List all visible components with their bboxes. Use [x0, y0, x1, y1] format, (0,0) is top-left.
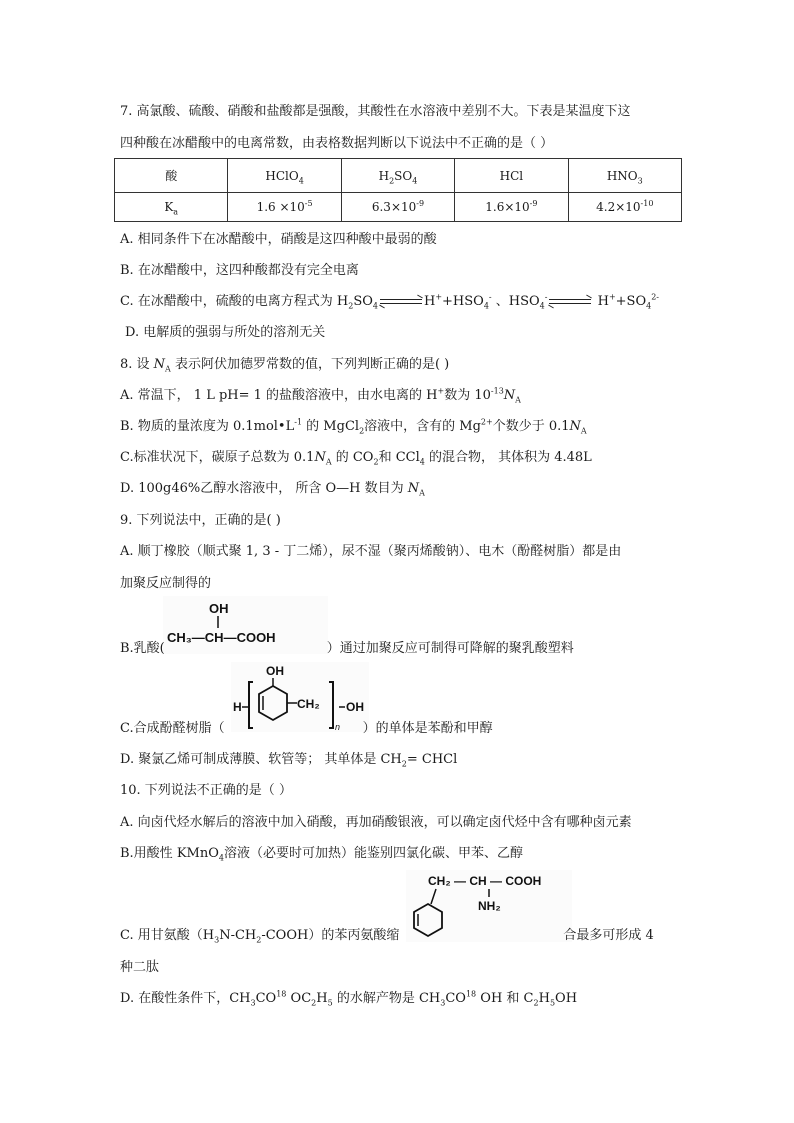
ka-acid-hclo4: HClO$_4$	[228, 159, 341, 193]
q7-stem-line1: 7. 高氯酸、硫酸、硝酸和盐酸都是强酸，其酸性在水溶液中差别不大。下表是某温度下这	[120, 104, 631, 119]
ka-acid-hno3: $HNO_3$	[568, 159, 681, 193]
q9-option-d: D. 聚氯乙烯可制成薄膜、软管等； 其单体是 $CH_2=$ CHCl	[120, 752, 458, 769]
q10-option-c-line2: 种二肽	[120, 960, 160, 975]
svg-text:OH: OH	[346, 700, 364, 714]
svg-text:OH: OH	[209, 601, 229, 616]
ka-row-label: $K_a$	[115, 193, 228, 222]
q8-stem: 8. 设 $N_A$ 表示阿伏加德罗常数的值，下列判断正确的是( )	[120, 357, 450, 374]
q10-option-c-line1: C. 用甘氨酸$(H_3N-CH_2-COOH)$的苯丙氨酸缩 合最多可形成 4	[120, 928, 654, 945]
ka-table-value-row	[115, 193, 682, 222]
q8-option-c: C.标准状况下，碳原子总数为 $0.1N_A$ 的 $CO_2$和 CCl$_4$ 的混合物， 其体积为 4.48L	[120, 450, 592, 467]
q10-option-b: B.用酸性 KMnO$_4$溶液（必要时可加热）能鉴别四氯化碳、甲苯、乙醇	[120, 846, 523, 863]
q7-option-b: B. 在冰醋酸中，这四种酸都没有完全电离	[120, 263, 359, 278]
ka-table	[114, 158, 682, 222]
ka-table-header-row	[115, 159, 682, 193]
q10-stem: 10. 下列说法不正确的是（ ）	[120, 783, 292, 798]
q7-option-a: A. 相同条件下在冰醋酸中，硝酸是这四种酸中最弱的酸	[120, 232, 437, 247]
q9-option-c: C.合成酚醛树脂（ ）的单体是苯酚和甲醇	[120, 721, 493, 736]
ka-value-hno3: $4.2\times 10^{-10}$	[568, 193, 681, 222]
ka-acid-h2so4: $H_2SO_4$	[341, 159, 454, 193]
q8-option-b: B. 物质的量浓度为 $0.1mol•L^{-1}$ 的 MgCl$_2$溶液中，含有的 $Mg^{2+}$个数少于 $0.1N_A$	[120, 417, 587, 436]
q10-option-d: D. 在酸性条件下，$CH_3CO^{18}$ $OC_2H_5$ 的水解产物是 $CH_3CO^{18}$ OH 和 $C_2H_5OH$	[120, 989, 578, 1008]
ka-value-h2so4: $6.3\times 10^{-9}$	[341, 193, 454, 222]
q10-option-a: A. 向卤代烃水解后的溶液中加入硝酸，再加硝酸银液，可以确定卤代烃中含有哪种卤元素	[120, 815, 632, 830]
ka-value-hcl: $1.6\times 10^{-9}$	[455, 193, 568, 222]
svg-text:CH₃—CH—COOH: CH₃—CH—COOH	[167, 630, 276, 645]
q9-stem: 9. 下列说法中，正确的是( )	[120, 513, 281, 528]
q8-option-a: A. 常温下， 1 L pH= 1 的盐酸溶液中，由水电离的 H+数为 $10^{-13}N_A$	[120, 386, 521, 405]
svg-text:NH₂: NH₂	[478, 899, 501, 913]
q7-option-c: C. 在冰醋酸中，硫酸的电离方程式为 $H_2SO_4$ $H^++HSO_4^-$ 、$HSO_4^-$ $H^++SO_4^{2-}$	[120, 292, 660, 311]
ka-value-hclo4: $1.6 \times 10^{-5}$	[228, 193, 341, 222]
q8-option-d: D. 100g46%乙醇水溶液中， 所含 O—H 数目为 $N_A$	[120, 481, 425, 498]
svg-text:n: n	[335, 722, 341, 732]
equilibrium-arrow-icon	[380, 298, 422, 306]
svg-text:CH₂: CH₂	[297, 697, 320, 711]
equilibrium-arrow-icon	[549, 298, 591, 306]
q9-option-a-line2: 加聚反应制得的	[120, 576, 212, 591]
ka-header-label: 酸	[115, 159, 228, 193]
svg-text:H: H	[233, 700, 242, 714]
q7-option-d: D. 电解质的强弱与所处的溶剂无关	[125, 325, 326, 340]
q9-option-a-line1: A. 顺丁橡胶（顺式聚 1, 3 - 丁二烯），尿不湿（聚丙烯酸钠）、电木（酚醛树脂）都是由	[120, 544, 622, 559]
q7-stem-line2: 四种酸在冰醋酸中的电离常数，由表格数据判断以下说法中不正确的是（ ）	[120, 136, 554, 151]
q9-option-b: B.乳酸( ）通过加聚反应可制得可降解的聚乳酸塑料	[120, 641, 574, 656]
svg-text:OH: OH	[266, 664, 284, 678]
ka-acid-hcl: HCl	[455, 159, 568, 193]
svg-text:CH₂ — CH — COOH: CH₂ — CH — COOH	[428, 874, 542, 888]
